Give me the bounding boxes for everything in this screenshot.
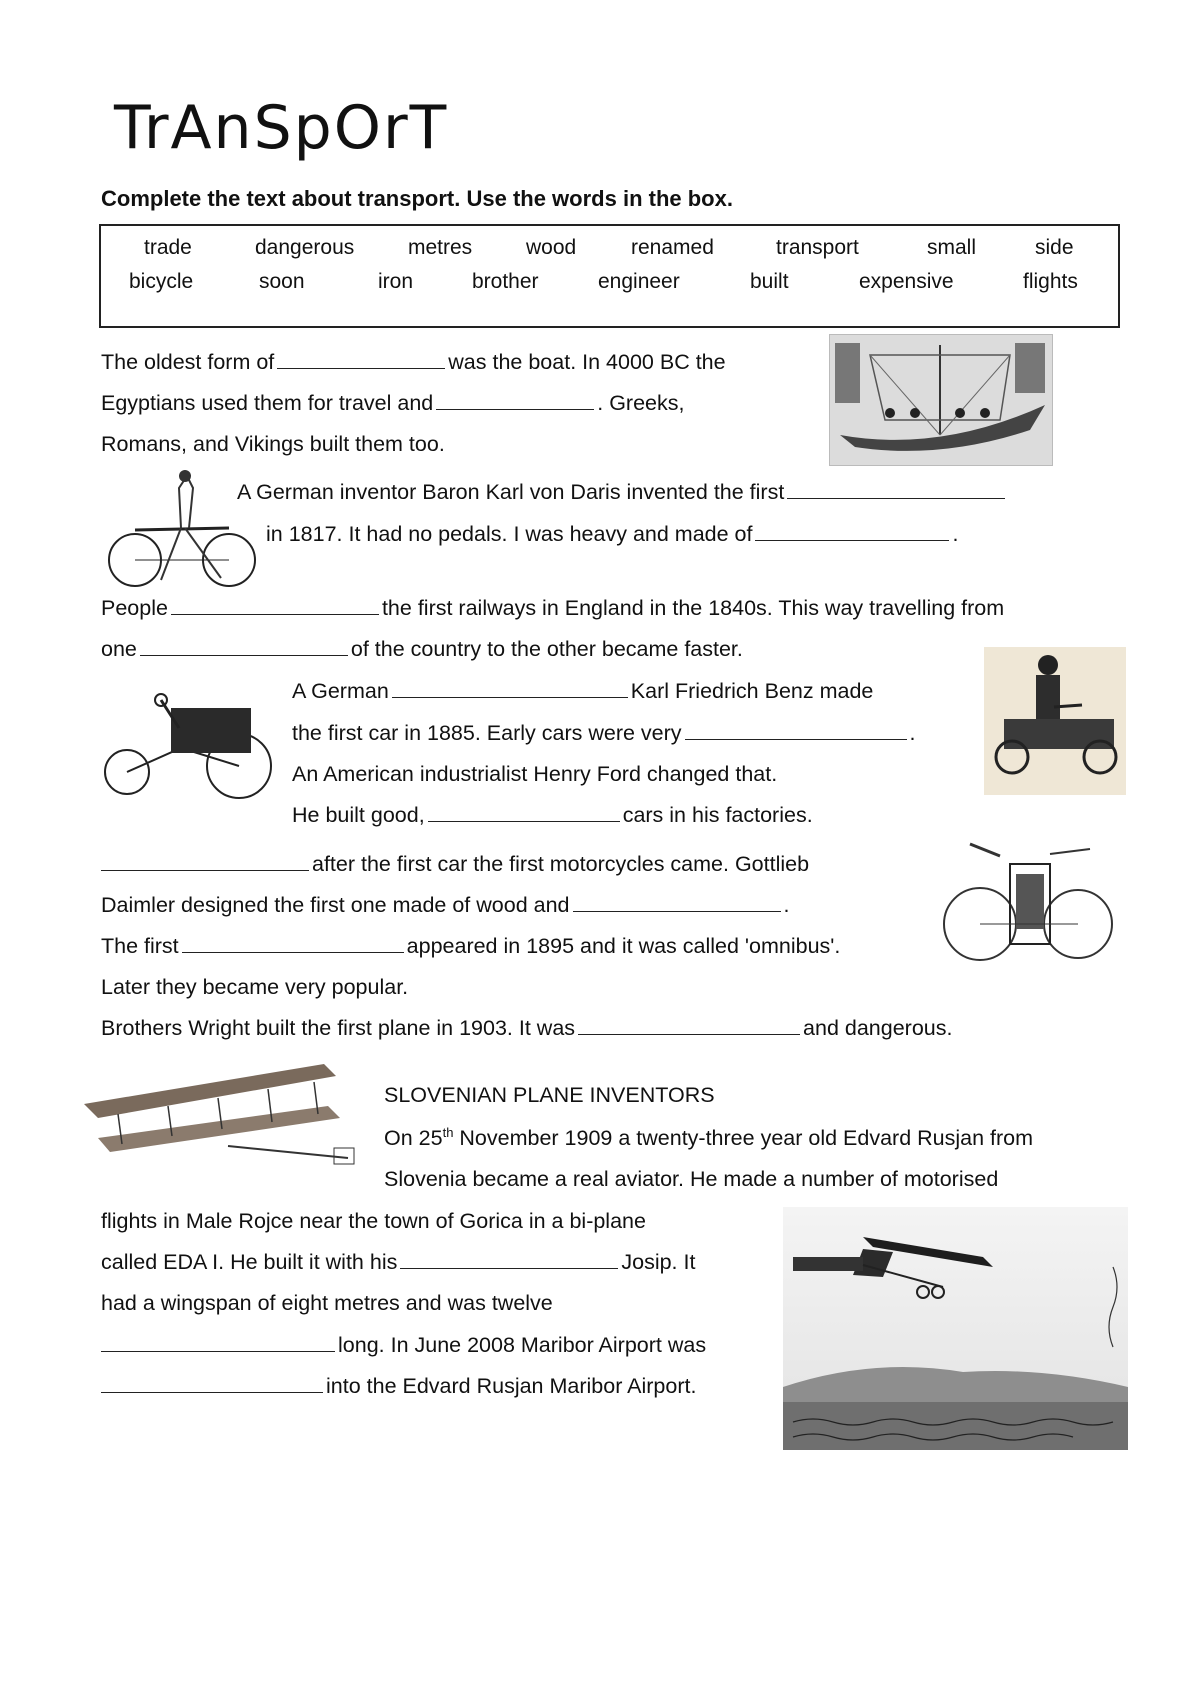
blank-field[interactable] bbox=[171, 596, 379, 615]
text-line: in 1817. It had no pedals. I was heavy and made of . bbox=[266, 522, 959, 546]
word-box-word: renamed bbox=[631, 236, 714, 259]
word-box-word: built bbox=[750, 270, 789, 293]
text-line: People the first railways in England in the 1840s. This way travelling from bbox=[101, 596, 1005, 620]
blank-field[interactable] bbox=[436, 391, 594, 410]
word-box-word: flights bbox=[1023, 270, 1078, 293]
text-line: Egyptians used them for travel and . Greeks, bbox=[101, 391, 685, 415]
blank-field[interactable] bbox=[182, 934, 404, 953]
text-line: one of the country to the other became faster. bbox=[101, 637, 743, 661]
text-line: The first appeared in 1895 and it was called 'omnibus'. bbox=[101, 934, 841, 958]
instruction-text: Complete the text about transport. Use the words in the box. bbox=[101, 186, 733, 211]
rusjan-plane-photo bbox=[783, 1207, 1128, 1450]
text-line: after the first car the first motorcycles came. Gottlieb bbox=[101, 852, 809, 877]
word-box-word: brother bbox=[472, 270, 539, 293]
blank-field[interactable] bbox=[578, 1016, 800, 1035]
blank-field[interactable] bbox=[573, 893, 781, 912]
word-box-word: bicycle bbox=[129, 270, 194, 293]
text-line: the first car in 1885. Early cars were very . bbox=[292, 721, 916, 745]
egyptian-boat-image bbox=[829, 334, 1053, 466]
word-box-word: transport bbox=[776, 236, 859, 259]
text-line: An American industrialist Henry Ford changed that. bbox=[292, 762, 778, 786]
blank-field[interactable] bbox=[101, 1374, 323, 1393]
word-box-word: small bbox=[927, 236, 977, 259]
benz-car-image bbox=[101, 688, 273, 803]
text-line: Brothers Wright built the first plane in 1903. It was and dangerous. bbox=[101, 1016, 953, 1040]
text-line: had a wingspan of eight metres and was twelve bbox=[101, 1291, 553, 1315]
text-line: into the Edvard Rusjan Maribor Airport. bbox=[101, 1374, 696, 1399]
text-line: He built good, cars in his factories. bbox=[292, 803, 813, 827]
blank-field[interactable] bbox=[392, 679, 628, 698]
text-line: Slovenia became a real aviator. He made a number of motorised bbox=[384, 1167, 999, 1191]
blank-field[interactable] bbox=[101, 1333, 335, 1352]
word-box-word: wood bbox=[526, 236, 577, 259]
blank-field[interactable] bbox=[400, 1250, 618, 1269]
word-box-word: dangerous bbox=[255, 236, 355, 259]
blank-field[interactable] bbox=[101, 852, 309, 871]
text-line: A German inventor Baron Karl von Daris invented the first bbox=[237, 480, 1008, 505]
daimler-motorcycle-image bbox=[940, 834, 1116, 968]
blank-field[interactable] bbox=[787, 480, 1005, 499]
blank-field[interactable] bbox=[140, 637, 348, 656]
text-line: Daimler designed the first one made of wood and . bbox=[101, 893, 790, 917]
text-line: Later they became very popular. bbox=[101, 975, 409, 999]
text-line: The oldest form of was the boat. In 4000 BC the bbox=[101, 350, 726, 374]
text-line: A German Karl Friedrich Benz made bbox=[292, 679, 874, 703]
section-heading: SLOVENIAN PLANE INVENTORS bbox=[384, 1083, 715, 1107]
ford-car-image bbox=[984, 647, 1126, 795]
word-box-word: trade bbox=[144, 236, 192, 259]
word-box-word: metres bbox=[408, 236, 473, 259]
wright-plane-image bbox=[78, 1056, 358, 1168]
word-box-word: side bbox=[1035, 236, 1074, 259]
text-line: long. In June 2008 Maribor Airport was bbox=[101, 1333, 706, 1358]
text-line: Romans, and Vikings built them too. bbox=[101, 432, 445, 456]
word-box-word: expensive bbox=[859, 270, 954, 293]
word-box-word: soon bbox=[259, 270, 305, 293]
word-box-word: engineer bbox=[598, 270, 680, 293]
text-line: flights in Male Rojce near the town of Gorica in a bi-plane bbox=[101, 1209, 646, 1233]
page-title: TrAnSpOrT bbox=[114, 93, 449, 163]
text-line: On 25th November 1909 a twenty-three year old Edvard Rusjan from bbox=[384, 1125, 1034, 1151]
word-box bbox=[99, 224, 1120, 328]
blank-field[interactable] bbox=[755, 522, 949, 541]
blank-field[interactable] bbox=[428, 803, 620, 822]
blank-field[interactable] bbox=[277, 350, 445, 369]
word-box-word: iron bbox=[378, 270, 414, 293]
text-line: called EDA I. He built it with his Josip. It bbox=[101, 1250, 696, 1274]
blank-field[interactable] bbox=[685, 721, 907, 740]
